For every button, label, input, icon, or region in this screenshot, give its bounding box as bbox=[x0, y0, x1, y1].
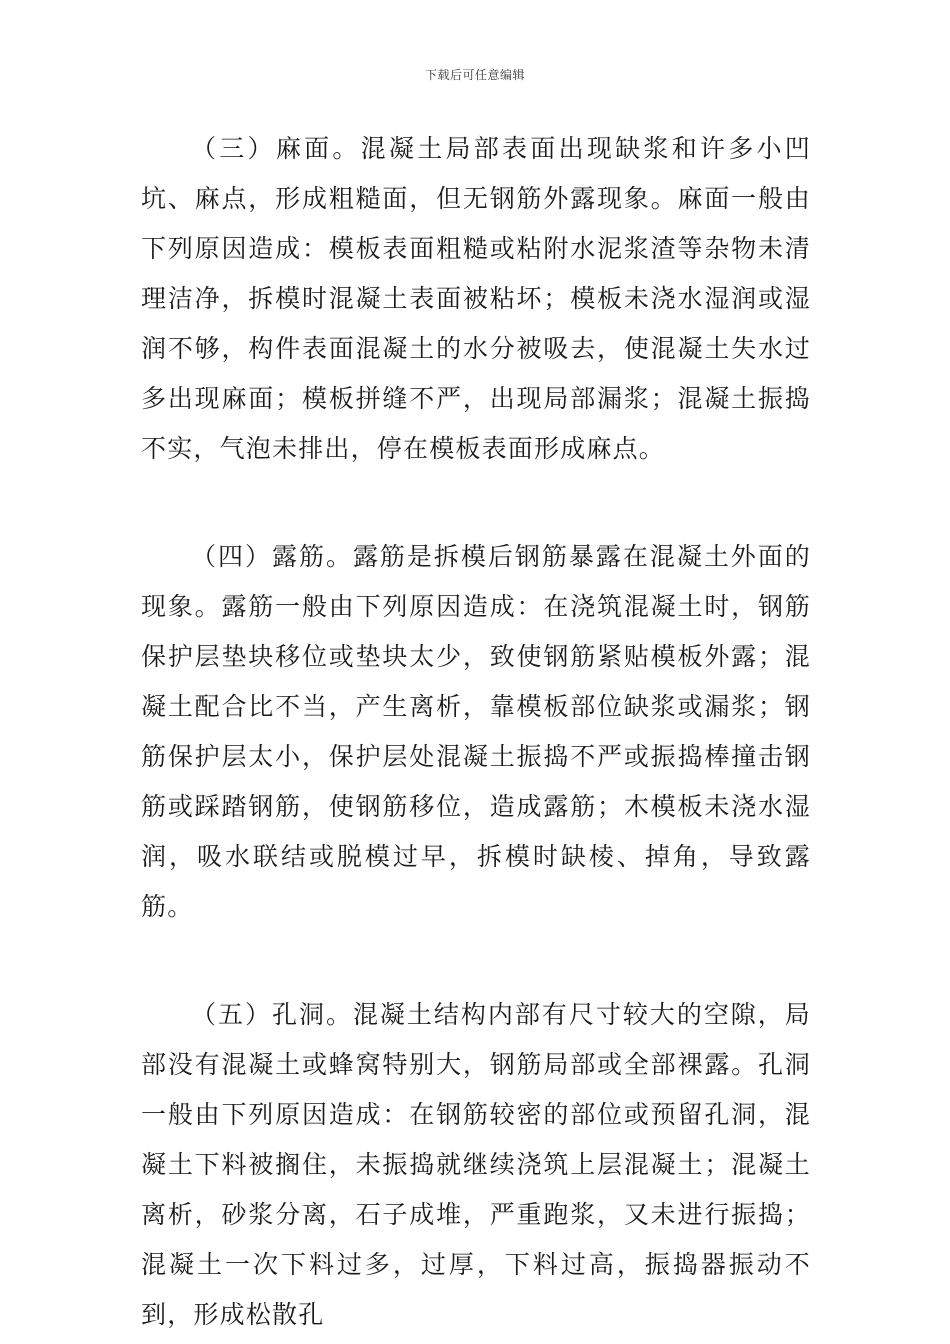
paragraph-pitted-surface: （三）麻面。混凝土局部表面出现缺浆和许多小凹坑、麻点，形成粗糙面，但无钢筋外露现象。麻面一般由下列原因造成：模板表面粗糙或粘附水泥浆渣等杂物未清理洁净，拆模时混凝土表面被粘坏；模板未浇水湿润或湿润不够，构件表面混凝土的水分被吸去，使混凝土失水过多出现麻面；模板拼缝不严，出现局部漏浆；混凝土振捣不实，气泡未排出，停在模板表面形成麻点。 bbox=[141, 134, 811, 463]
document-body bbox=[141, 124, 811, 1340]
paragraph-exposed-rebar: （四）露筋。露筋是拆模后钢筋暴露在混凝土外面的现象。露筋一般由下列原因造成：在浇筑混凝土时，钢筋保护层垫块移位或垫块太少，致使钢筋紧贴模板外露；混凝土配合比不当，产生离析，靠模板部位缺浆或漏浆；钢筋保护层太小，保护层处混凝土振捣不严或振捣棒撞击钢筋或踩踏钢筋，使钢筋移位，造成露筋；木模板未浇水湿润，吸水联结或脱模过早，拆模时缺棱、掉角，导致露筋。 bbox=[141, 542, 811, 921]
page-header: 下载后可任意编辑 bbox=[424, 68, 525, 82]
paragraph-voids: （五）孔洞。混凝土结构内部有尺寸较大的空隙，局部没有混凝土或蜂窝特别大，钢筋局部或全部裸露。孔洞一般由下列原因造成：在钢筋较密的部位或预留孔洞，混凝土下料被搁住，未振捣就继续浇筑上层混凝土；混凝土离析，砂浆分离，石子成堆，严重跑浆，又未进行振捣；混凝土一次下料过多，过厚，下料过高，振捣器振动不到，形成松散孔 bbox=[141, 1000, 811, 1329]
